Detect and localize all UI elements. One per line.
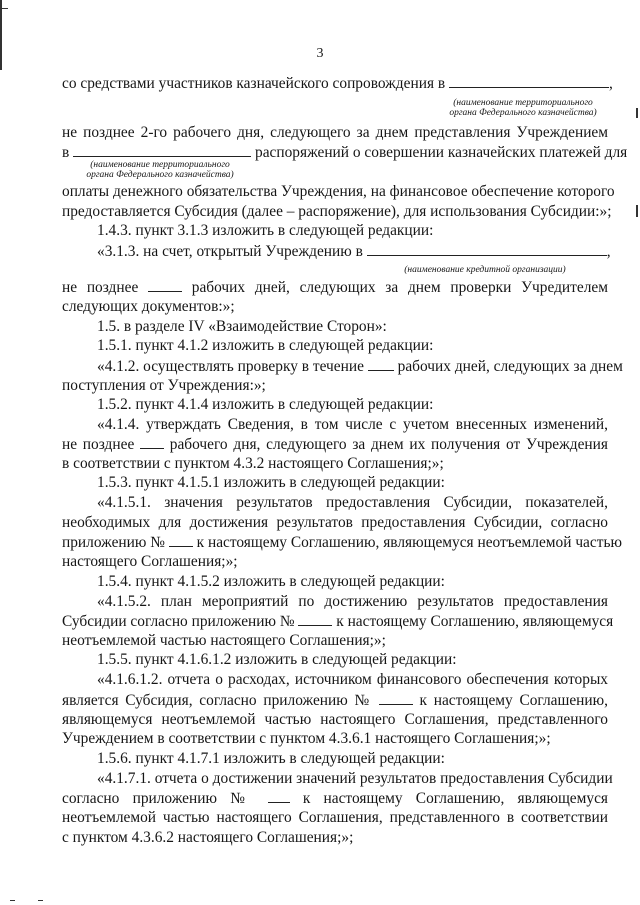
text-line: «4.1.6.1.2. отчета о расходах, источником финансового обеспечения которых	[97, 671, 608, 688]
blank-field	[367, 242, 607, 256]
text-fragment: является Субсидия, согласно приложению №	[62, 692, 373, 709]
text-line: являющемуся неотъемлемой частью настоящего Соглашения, представленного	[62, 711, 608, 728]
blank-field	[449, 74, 609, 88]
blank-field	[140, 435, 164, 449]
scan-edge-mark	[0, 0, 2, 70]
text-line: «4.1.7.1. отчета о достижении значений результатов предоставления Субсидии	[97, 770, 613, 787]
text-line	[62, 691, 608, 710]
text-line: «4.1.4. утверждать Сведения, в том числе с учетом внесенных изменений,	[97, 416, 608, 433]
text-fragment: не позднее	[62, 279, 139, 296]
text-line: 1.5.2. пункт 4.1.4 изложить в следующей редакции:	[97, 396, 434, 413]
text-line	[62, 789, 608, 808]
caption-line: органа Федерального казначейства)	[86, 170, 234, 180]
field-caption	[70, 160, 250, 180]
text-fragment: рабочего дня, следующего за днем их получения от Учреждения	[169, 436, 608, 453]
text-fragment: не позднее	[62, 436, 135, 453]
scan-edge-mark	[2, 8, 8, 9]
text-fragment: согласно приложению №	[62, 790, 255, 807]
text-line: 1.5. в разделе IV «Взаимодействие Сторон»:	[97, 318, 387, 335]
scan-edge-mark	[38, 900, 43, 901]
text-fragment: рабочих дней, следующих за днем	[397, 358, 623, 375]
text-line: 1.5.1. пункт 4.1.2 изложить в следующей редакции:	[97, 337, 434, 354]
text-line	[62, 278, 608, 297]
blank-field	[73, 143, 251, 157]
text-line: 1.5.3. пункт 4.1.5.1 изложить в следующей редакции:	[97, 474, 445, 491]
caption-line: (наименование территориального	[453, 98, 593, 108]
text-line: необходимых для достижения результатов предоставления Субсидии, согласно	[62, 514, 608, 531]
text-line	[97, 242, 611, 261]
text-fragment: к настоящему Соглашению,	[419, 692, 608, 709]
text-fragment: Субсидии согласно приложению №	[62, 613, 295, 630]
text-line: настоящего Соглашения;»;	[62, 553, 238, 570]
text-line: с пунктом 4.3.6.2 настоящего Соглашения;»;	[62, 829, 354, 846]
blank-field	[379, 691, 413, 705]
text-line: оплаты денежного обязательства Учреждения, на финансовое обеспечение которого	[62, 183, 615, 200]
text-fragment: рабочих дней, следующих за днем проверки Учредителем	[191, 279, 608, 296]
scan-edge-mark	[636, 108, 638, 118]
scan-edge-mark	[636, 205, 638, 217]
page-number: 3	[316, 46, 324, 61]
blank-field	[298, 612, 332, 626]
scan-edge-mark	[10, 900, 15, 901]
text-line	[97, 357, 623, 376]
text-fragment: со средствами участников казначейского сопровождения в	[62, 75, 446, 92]
text-line: 1.5.4. пункт 4.1.5.2 изложить в следующей редакции:	[97, 573, 445, 590]
text-fragment: в	[62, 144, 70, 161]
caption-line: органа Федерального казначейства)	[449, 108, 597, 118]
field-caption	[438, 98, 608, 118]
text-line: Учреждением в соответствии с пунктом 4.3.6.1 настоящего Соглашения;»;	[62, 730, 551, 747]
text-fragment: распоряжений о совершении казначейских платежей для	[255, 144, 628, 161]
text-line: поступления от Учреждения:»;	[62, 377, 266, 394]
text-fragment: «4.1.2. осуществлять проверку в течение	[97, 358, 364, 375]
text-fragment: приложению №	[62, 534, 165, 551]
text-line: не позднее 2-го рабочего дня, следующего за днем представления Учреждением	[62, 124, 608, 141]
text-fragment: к настоящему Соглашению, являющемуся	[336, 613, 614, 630]
text-fragment: «3.1.3. на счет, открытый Учреждению в	[97, 243, 363, 260]
text-line	[62, 612, 614, 631]
text-line: «4.1.5.2. план мероприятий по достижению результатов предоставления	[97, 593, 608, 610]
text-line: следующих документов:»;	[62, 298, 235, 315]
caption-line: (наименование территориального	[90, 160, 230, 170]
text-line: 1.5.6. пункт 4.1.7.1 изложить в следующей редакции:	[97, 750, 445, 767]
text-line: «4.1.5.1. значения результатов предоставления Субсидии, показателей,	[97, 494, 608, 511]
text-line: неотъемлемой частью настоящего Соглашения;»;	[62, 632, 386, 649]
text-line: 1.5.5. пункт 4.1.6.1.2 изложить в следующей редакции:	[97, 651, 457, 668]
text-line: в соответствии с пунктом 4.3.2 настоящего Соглашения;»;	[62, 455, 444, 472]
text-fragment: ,	[606, 243, 611, 260]
text-line	[62, 435, 608, 454]
blank-field	[169, 533, 193, 547]
blank-field	[268, 789, 290, 803]
text-line	[62, 533, 622, 552]
text-line: предоставляется Субсидия (далее – распоряжение), для использования Субсидии:»;	[62, 203, 612, 220]
field-caption: (наименование кредитной организации)	[404, 265, 566, 275]
blank-field	[368, 357, 394, 371]
text-fragment: к настоящему Соглашению, являющемуся	[302, 790, 608, 807]
text-line: 1.4.3. пункт 3.1.3 изложить в следующей редакции:	[97, 222, 434, 239]
text-fragment: ,	[609, 75, 613, 92]
text-line: неотъемлемой частью настоящего Соглашения, представленного в соответствии	[62, 809, 608, 826]
text-line	[62, 74, 613, 93]
blank-field	[148, 278, 182, 292]
text-fragment: к настоящему Соглашению, являющемуся неотъемлемой частью	[196, 534, 622, 551]
